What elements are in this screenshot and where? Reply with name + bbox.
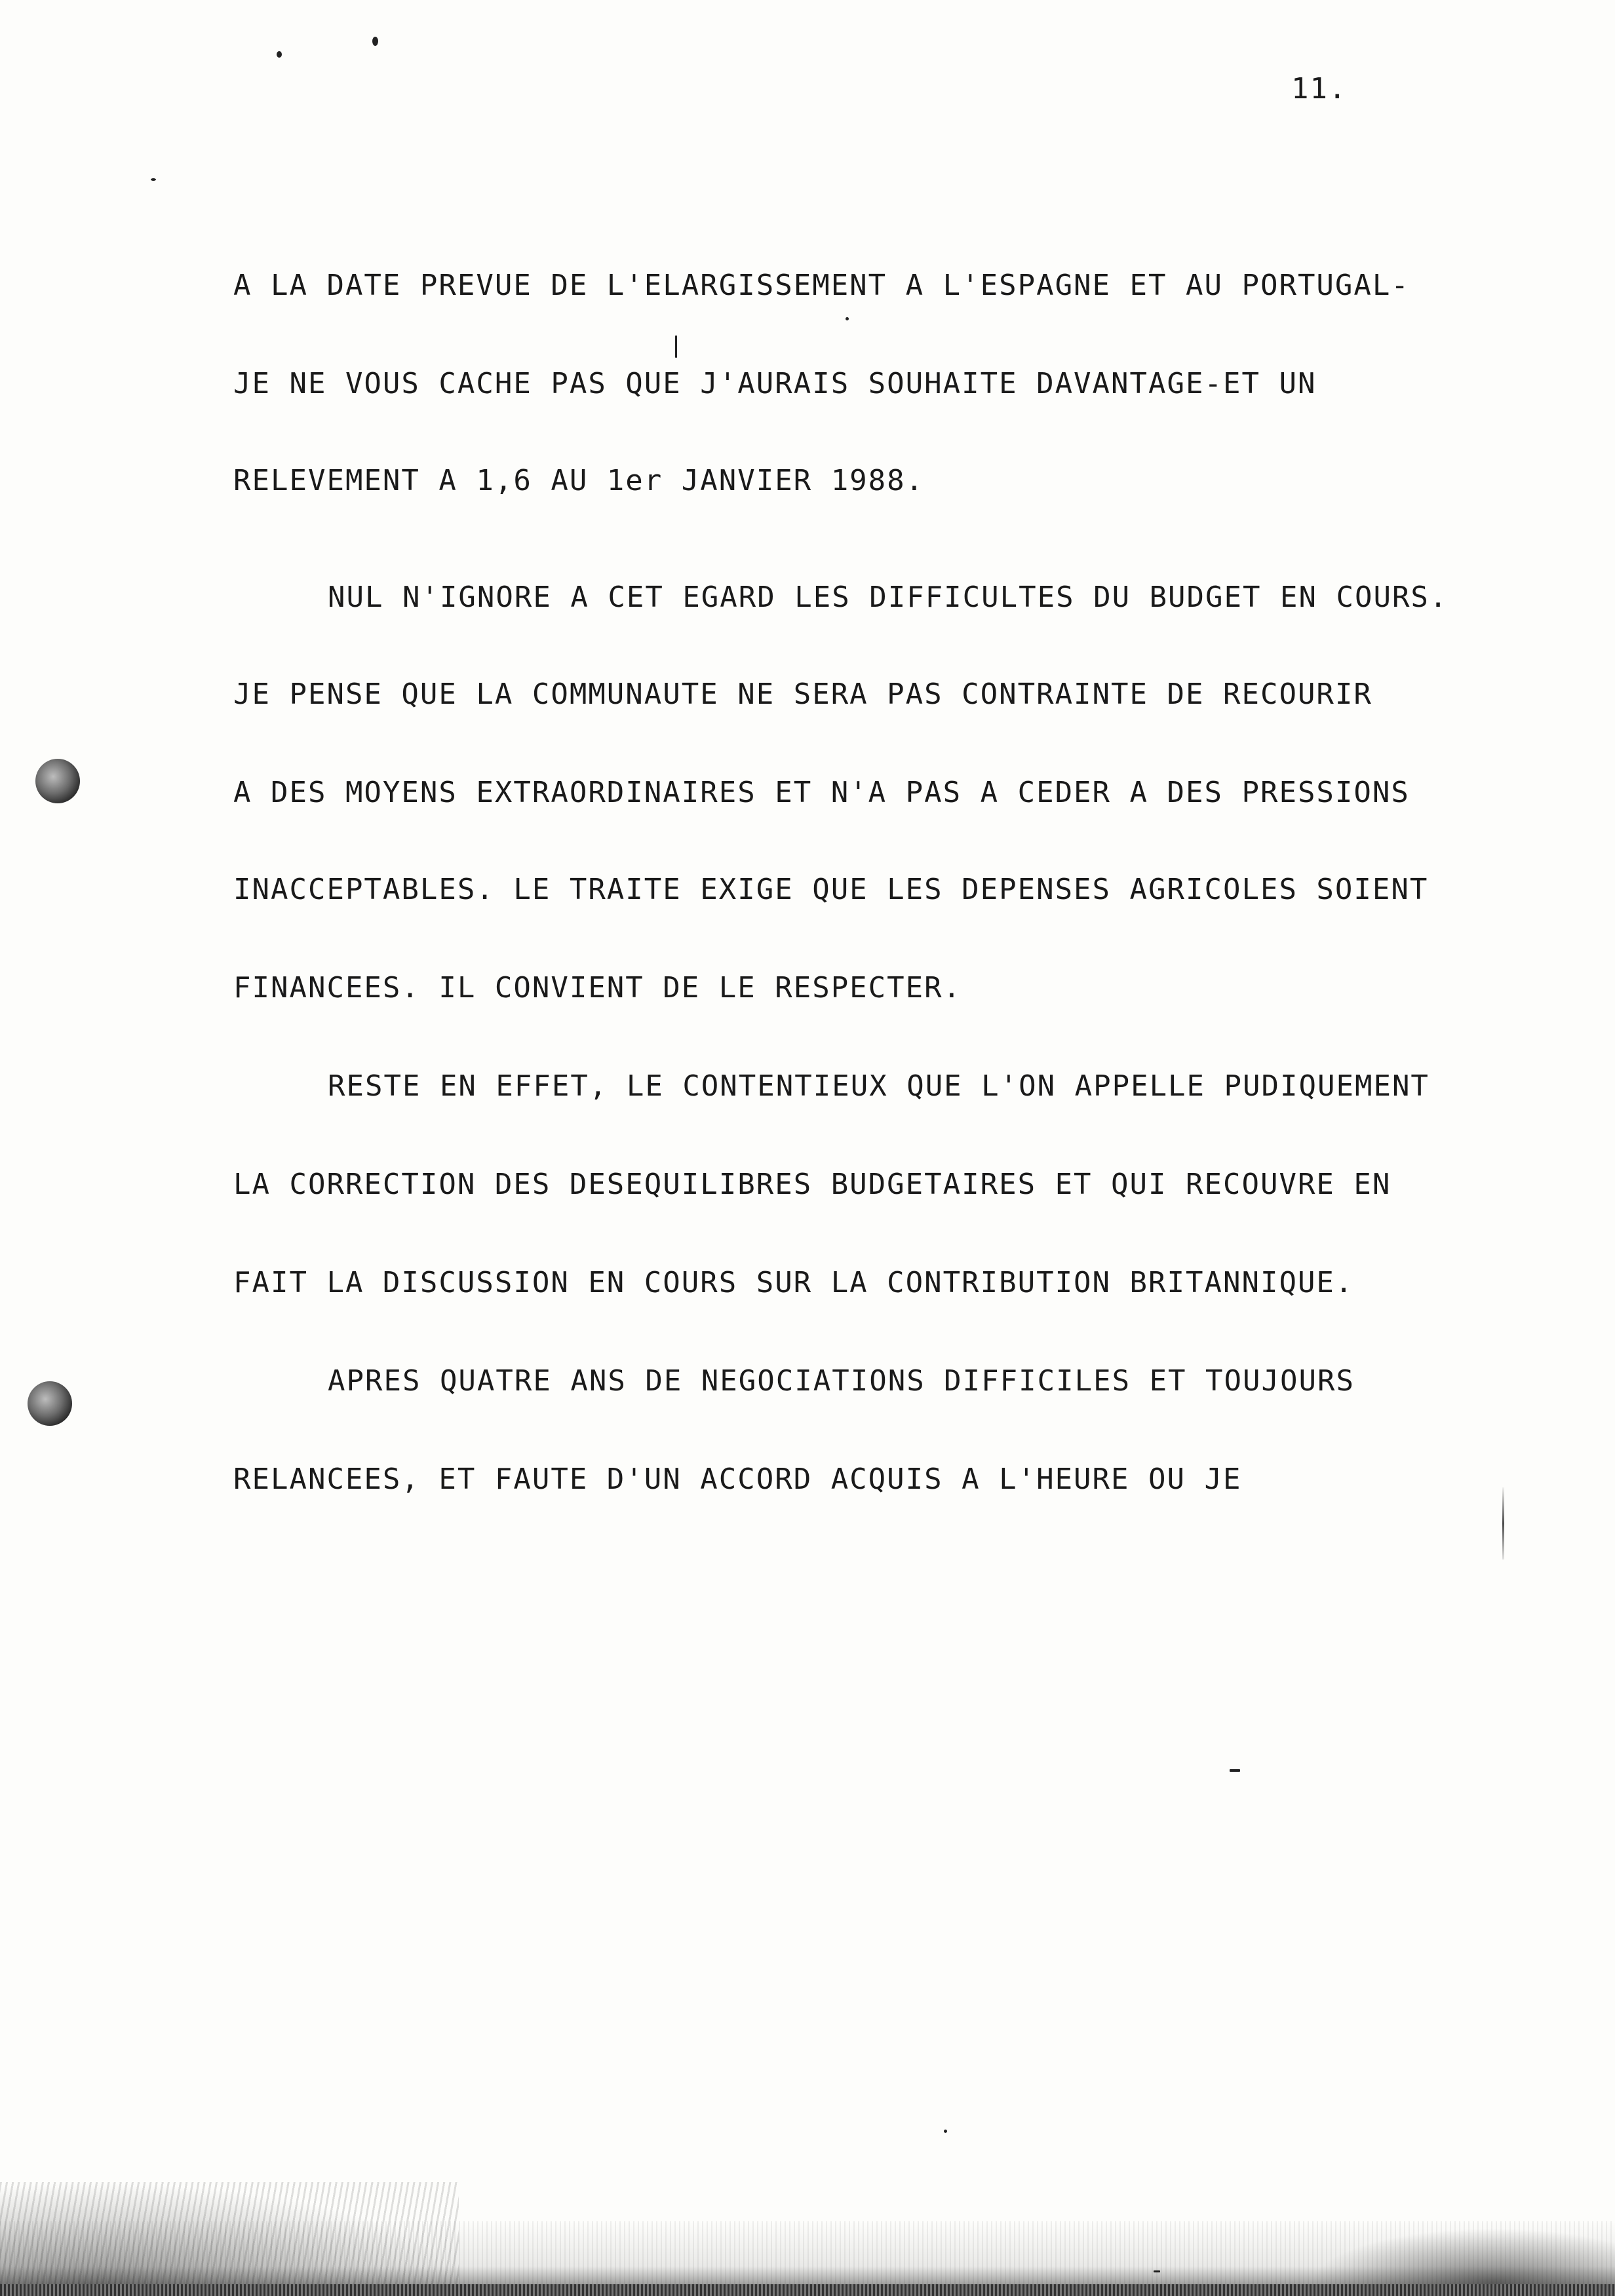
ink-speck	[846, 317, 849, 320]
text-line-7: INACCEPTABLES. LE TRAITE EXIGE QUE LES DEPENSES AGRICOLES SOIENT	[233, 873, 1429, 906]
ink-speck	[151, 178, 156, 181]
ink-speck	[372, 37, 378, 46]
text-line-1: A LA DATE PREVUE DE L'ELARGISSEMENT A L'ESPAGNE ET AU PORTUGAL-	[233, 269, 1410, 302]
ink-speck	[277, 51, 282, 58]
text-line-12: APRES QUATRE ANS DE NEGOCIATIONS DIFFICILES ET TOUJOURS	[328, 1364, 1355, 1398]
margin-mark	[1502, 1487, 1504, 1559]
text-line-11: FAIT LA DISCUSSION EN COURS SUR LA CONTRIBUTION BRITANNIQUE.	[233, 1266, 1354, 1299]
ink-speck	[675, 335, 677, 358]
scan-bottom-edge	[0, 2284, 1615, 2296]
text-line-2: JE NE VOUS CACHE PAS QUE J'AURAIS SOUHAITE DAVANTAGE-ET UN	[233, 367, 1317, 400]
page-number: 11.	[1291, 72, 1348, 105]
punch-hole-top	[35, 759, 80, 803]
text-line-8: FINANCEES. IL CONVIENT DE LE RESPECTER.	[233, 971, 962, 1004]
punch-hole-bottom	[28, 1381, 72, 1426]
text-line-9: RESTE EN EFFET, LE CONTENTIEUX QUE L'ON APPELLE PUDIQUEMENT	[328, 1069, 1430, 1103]
text-line-10: LA CORRECTION DES DESEQUILIBRES BUDGETAIRES ET QUI RECOUVRE EN	[233, 1168, 1391, 1201]
ink-speck	[944, 2130, 947, 2133]
text-line-5: JE PENSE QUE LA COMMUNAUTE NE SERA PAS CONTRAINTE DE RECOURIR	[233, 678, 1372, 711]
text-line-13: RELANCEES, ET FAUTE D'UN ACCORD ACQUIS A L'HEURE OU JE	[233, 1463, 1242, 1496]
ink-speck	[1230, 1769, 1240, 1772]
text-line-4: NUL N'IGNORE A CET EGARD LES DIFFICULTES DU BUDGET EN COURS.	[328, 581, 1449, 614]
text-line-6: A DES MOYENS EXTRAORDINAIRES ET N'A PAS A CEDER A DES PRESSIONS	[233, 776, 1410, 809]
text-line-3: RELEVEMENT A 1,6 AU 1er JANVIER 1988.	[233, 464, 925, 497]
